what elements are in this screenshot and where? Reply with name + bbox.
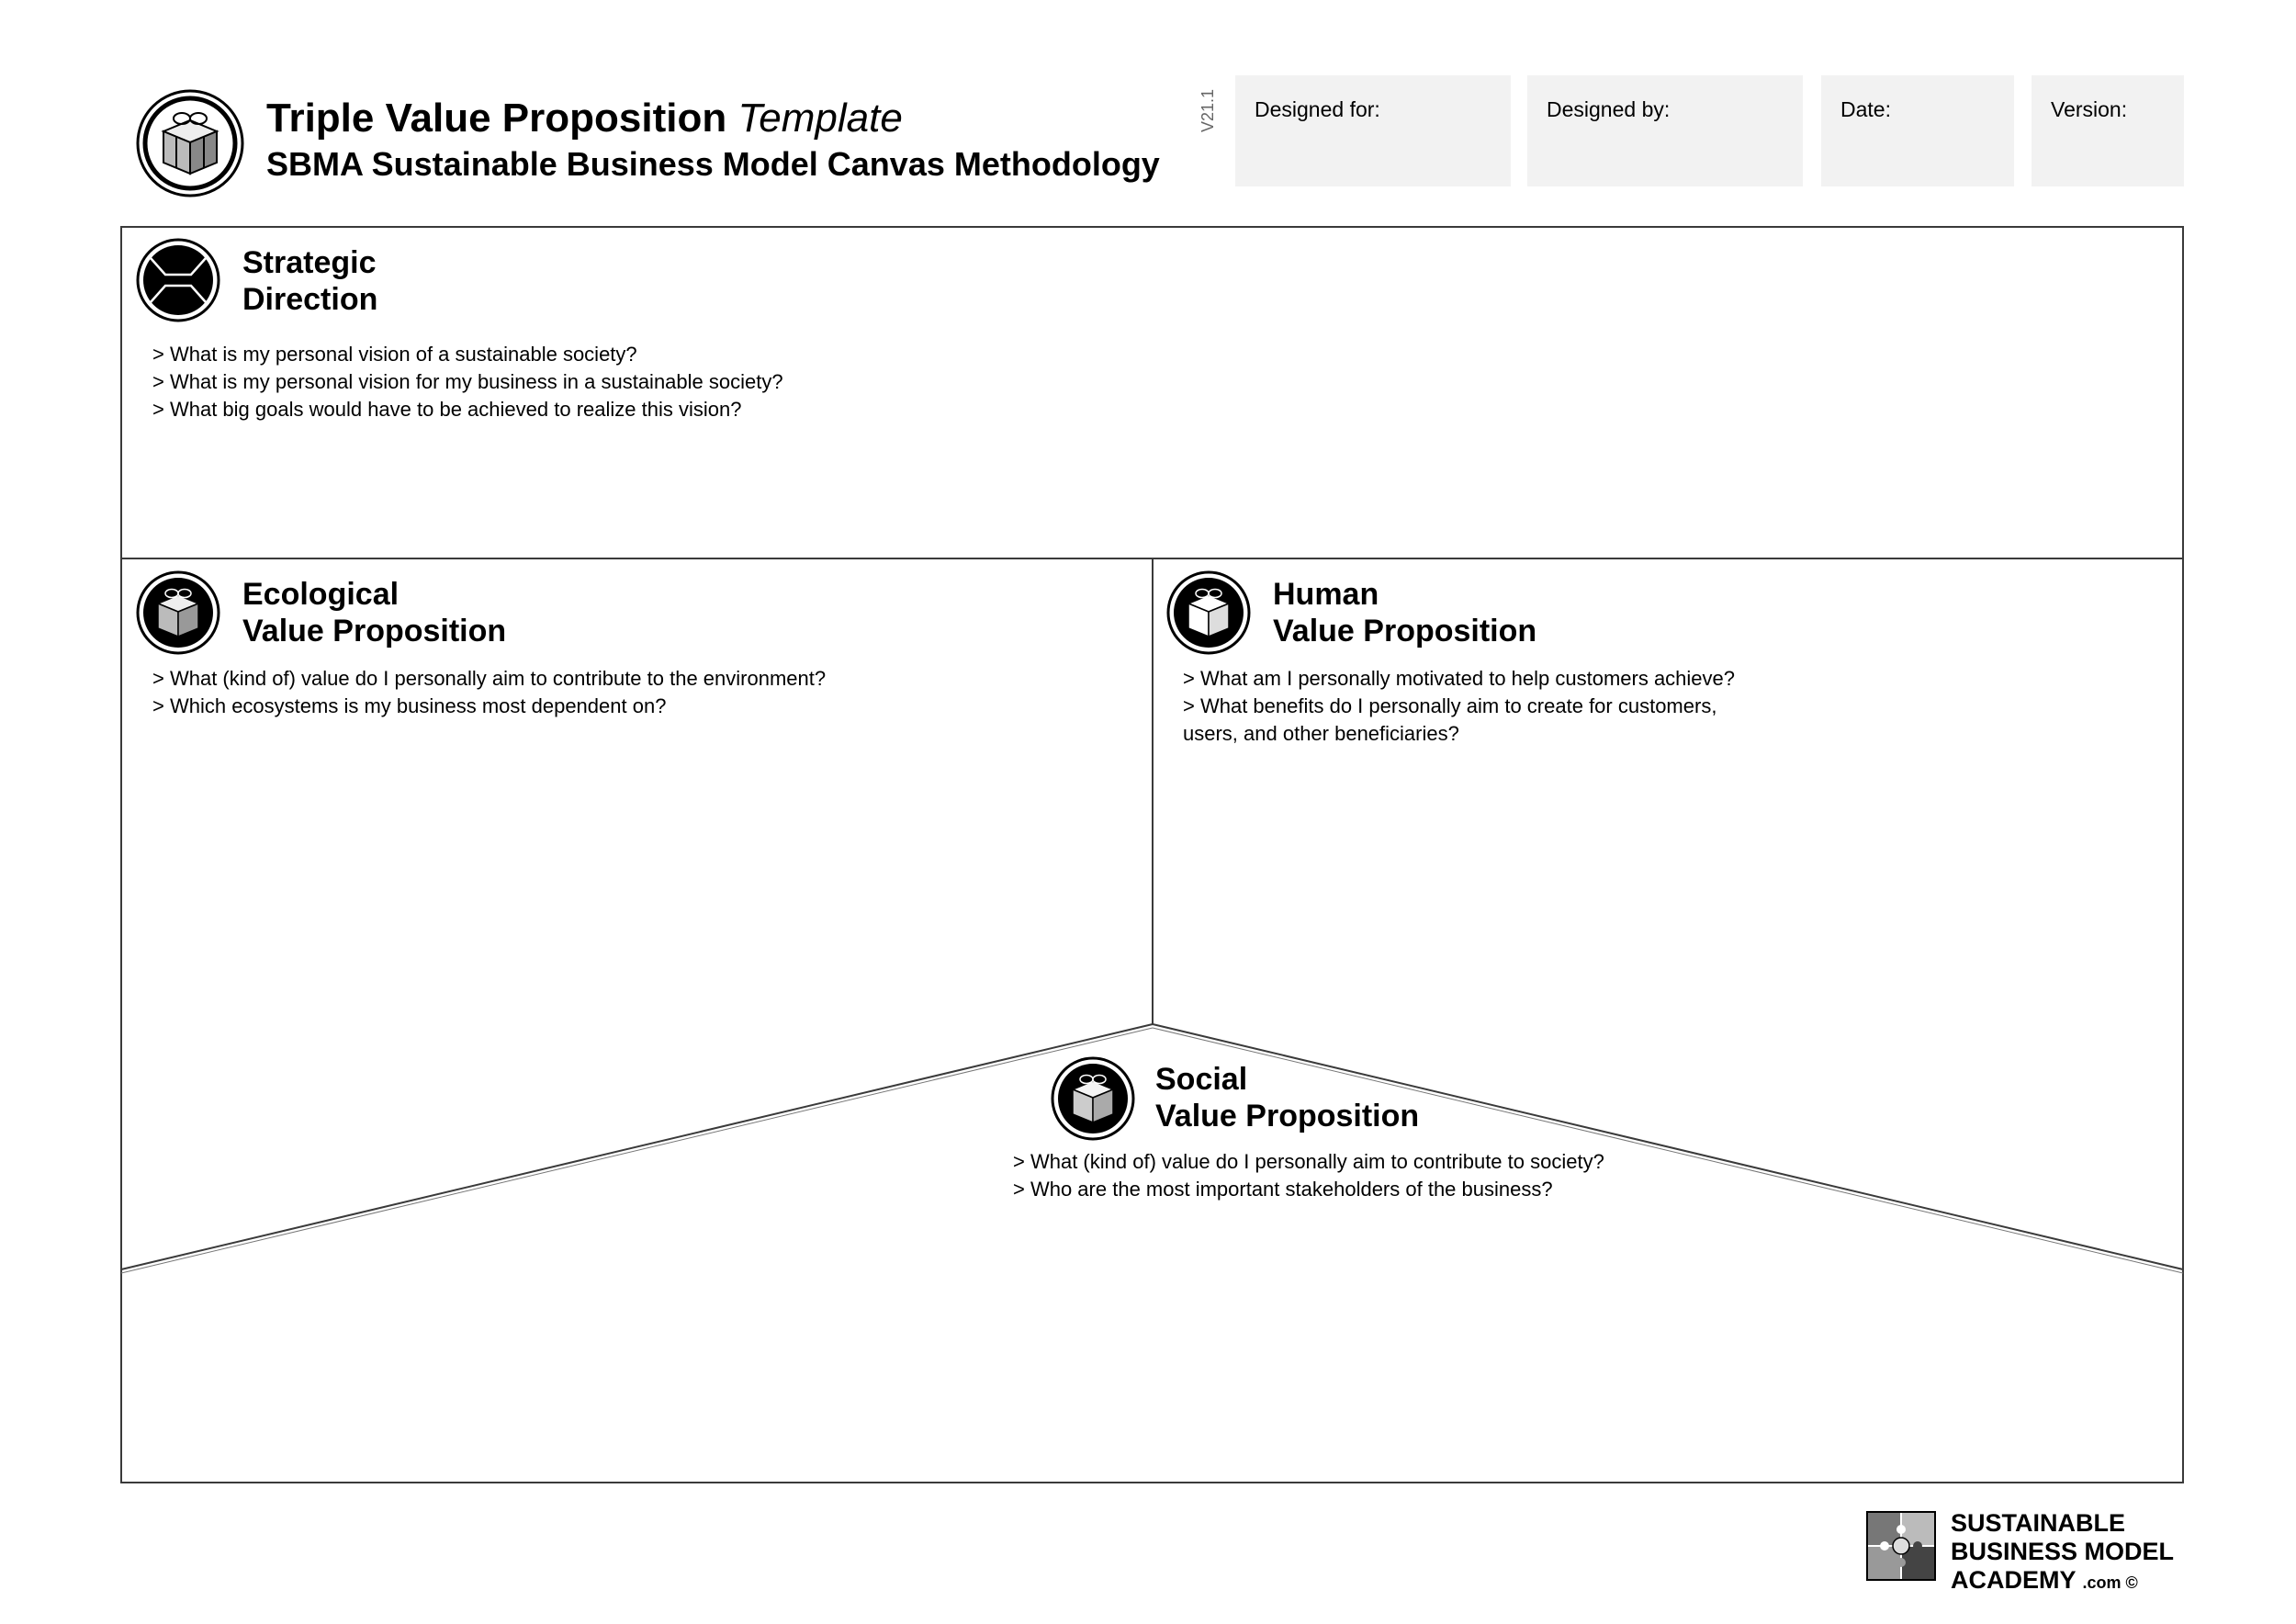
designed-by-label: Designed by: xyxy=(1547,97,1671,121)
brand-line2: BUSINESS MODEL xyxy=(1951,1538,2175,1565)
brand-com: .com © xyxy=(2082,1573,2138,1592)
ecological-questions xyxy=(152,665,826,720)
gift-icon xyxy=(1166,570,1251,655)
brand-academy: ACADEMY xyxy=(1951,1566,2077,1594)
human-title xyxy=(1273,576,1536,649)
title-suffix: Template xyxy=(737,96,903,141)
human-questions xyxy=(1183,665,1735,748)
title-main: Triple Value Proposition xyxy=(266,96,727,141)
gift-icon xyxy=(136,570,220,655)
social-title xyxy=(1155,1061,1419,1134)
page-subtitle: SBMA Sustainable Business Model Canvas Methodology xyxy=(266,145,1160,183)
brand-name xyxy=(1951,1509,2174,1597)
brand-line3 xyxy=(1951,1566,2174,1597)
strategic-title-line1: Strategic xyxy=(242,245,377,280)
strategic-question: > What is my personal vision for my business in a sustainable society? xyxy=(152,370,783,393)
human-question: > What benefits do I personally aim to create for customers, xyxy=(1183,694,1717,717)
ecological-title xyxy=(242,576,506,649)
human-title-line1: Human xyxy=(1273,577,1379,612)
social-title-line2: Value Proposition xyxy=(1155,1099,1420,1133)
social-question: > Who are the most important stakeholders of the business? xyxy=(1013,1178,1553,1201)
brand-line1: SUSTAINABLE xyxy=(1951,1509,2126,1537)
version-field-label: Version: xyxy=(2051,97,2128,121)
social-questions xyxy=(1013,1148,1604,1203)
strategic-question: > What is my personal vision of a sustainable society? xyxy=(152,343,637,366)
human-question: > What am I personally motivated to help customers achieve? xyxy=(1183,667,1736,690)
strategic-direction-title xyxy=(242,244,377,318)
social-question: > What (kind of) value do I personally aim to contribute to society? xyxy=(1013,1150,1604,1173)
version-label: V21.1 xyxy=(1199,88,1217,132)
ecological-question: > What (kind of) value do I personally aim to contribute to the environment? xyxy=(152,667,827,690)
strategic-title-line2: Direction xyxy=(242,282,378,317)
social-title-line1: Social xyxy=(1155,1062,1248,1097)
ecological-title-line1: Ecological xyxy=(242,577,400,612)
ecological-question: > Which ecosystems is my business most dependent on? xyxy=(152,694,667,717)
date-label: Date: xyxy=(1840,97,1891,121)
strategic-direction-icon xyxy=(136,238,220,322)
designed-for-label: Designed for: xyxy=(1255,97,1380,121)
gift-icon xyxy=(1051,1056,1135,1141)
human-question: users, and other beneficiaries? xyxy=(1183,722,1459,745)
strategic-questions xyxy=(152,341,783,423)
strategic-question: > What big goals would have to be achieved to realize this vision? xyxy=(152,398,742,421)
human-title-line2: Value Proposition xyxy=(1273,614,1537,648)
ecological-title-line2: Value Proposition xyxy=(242,614,507,648)
puzzle-logo-icon xyxy=(1866,1511,1936,1581)
